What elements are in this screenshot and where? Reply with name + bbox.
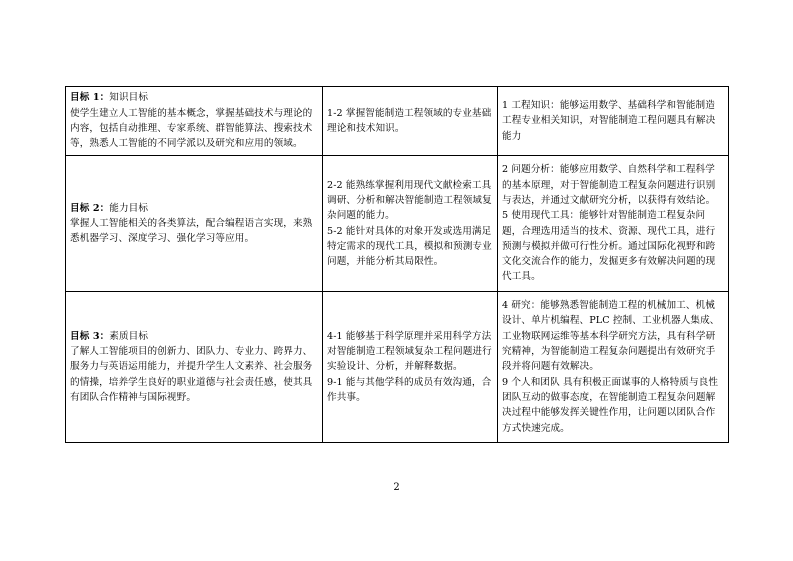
requirement-text: 1 工程知识：能够运用数学、基础科学和智能制造工程专业相关知识，对智能制造工程问题具有解决能力	[502, 100, 716, 142]
goal-name: 能力目标	[109, 202, 149, 214]
indicator-text: 1-2 掌握智能制造工程领域的专业基础理论和技术知识。	[327, 107, 492, 134]
indicator-text: 2-2 能熟练掌握利用现代文献检索工具调研、分析和解决智能制造工程领域复杂问题的能力。	[327, 179, 492, 222]
goal-title	[70, 90, 318, 105]
goal-label: 目标 3：	[70, 330, 110, 342]
indicator-text: 4-1 能够基于科学原理并采用科学方法对智能制造工程领域复杂工程问题进行实验设计、分析，并解释数据。	[327, 330, 492, 373]
goal-cell	[66, 87, 323, 156]
page-number: 2	[393, 482, 400, 493]
requirement-cell	[498, 292, 729, 443]
goal-label: 目标 2：	[70, 202, 110, 214]
indicator-cell	[323, 292, 498, 443]
requirement-cell	[498, 156, 729, 292]
indicator-cell	[323, 87, 498, 156]
goal-name: 知识目标	[109, 92, 149, 104]
requirement-text: 5 使用现代工具：能够针对智能制造工程复杂问题，合理选用适当的技术、资源、现代工具，进行预测与模拟并做可行性分析。通过国际化视野和跨文化交流合作的能力，发掘更多有效解决问题的现代工具。	[502, 210, 716, 283]
indicator-text: 9-1 能与其他学科的成员有效沟通，合作共事。	[327, 376, 492, 403]
requirement-text: 9 个人和团队 具有积极正面谋事的人格特质与良性团队互动的做事态度，在智能制造工程复杂问题解决过程中能够发挥关键性作用，让问题以团队合作方式快速完成。	[502, 376, 719, 434]
goal-description: 使学生建立人工智能的基本概念，掌握基础技术与理论的内容，包括自动推理、专家系统、群智能算法、搜索技术等，熟悉人工智能的不同学派以及研究和应用的领域。	[70, 107, 313, 150]
goal-label: 目标 1：	[70, 92, 110, 104]
indicator-text: 5-2 能针对具体的对象开发或选用满足特定需求的现代工具，模拟和预测专业问题，并能分析其局限性。	[327, 225, 492, 268]
goal-title	[70, 201, 318, 216]
requirement-text: 4 研究：能够熟悉智能制造工程的机械加工、机械设计、单片机编程、PLC 控制、工业机器人集成、工业物联网运维等基本科学研究方法，具有科学研究精神，为智能制造工程复杂问题提出有效研究手段并将问题有效解决。	[502, 300, 720, 373]
goal-cell	[66, 156, 323, 292]
table-row	[66, 156, 729, 292]
indicator-cell	[323, 156, 498, 292]
goal-description: 掌握人工智能相关的各类算法，配合编程语言实现，来熟悉机器学习、深度学习、强化学习等应用。	[70, 217, 313, 245]
table-row	[66, 87, 729, 156]
requirement-text: 2 问题分析：能够应用数学、自然科学和工程科学的基本原理，对于智能制造工程复杂问题进行识别与表达，并通过文献研究分析，以获得有效结论。	[502, 164, 716, 206]
goal-cell	[66, 292, 323, 443]
course-objectives-table	[65, 86, 729, 443]
table-row	[66, 292, 729, 443]
goal-name: 素质目标	[109, 330, 149, 342]
goal-title	[70, 329, 318, 344]
goal-description: 了解人工智能项目的创新力、团队力、专业力、跨界力、服务力与英语运用能力，并提升学生人文素养、社会服务的情操，培养学生良好的职业道德与社会责任感，使其具有团队合作精神与国际视野。	[70, 346, 313, 403]
requirement-cell	[498, 87, 729, 156]
